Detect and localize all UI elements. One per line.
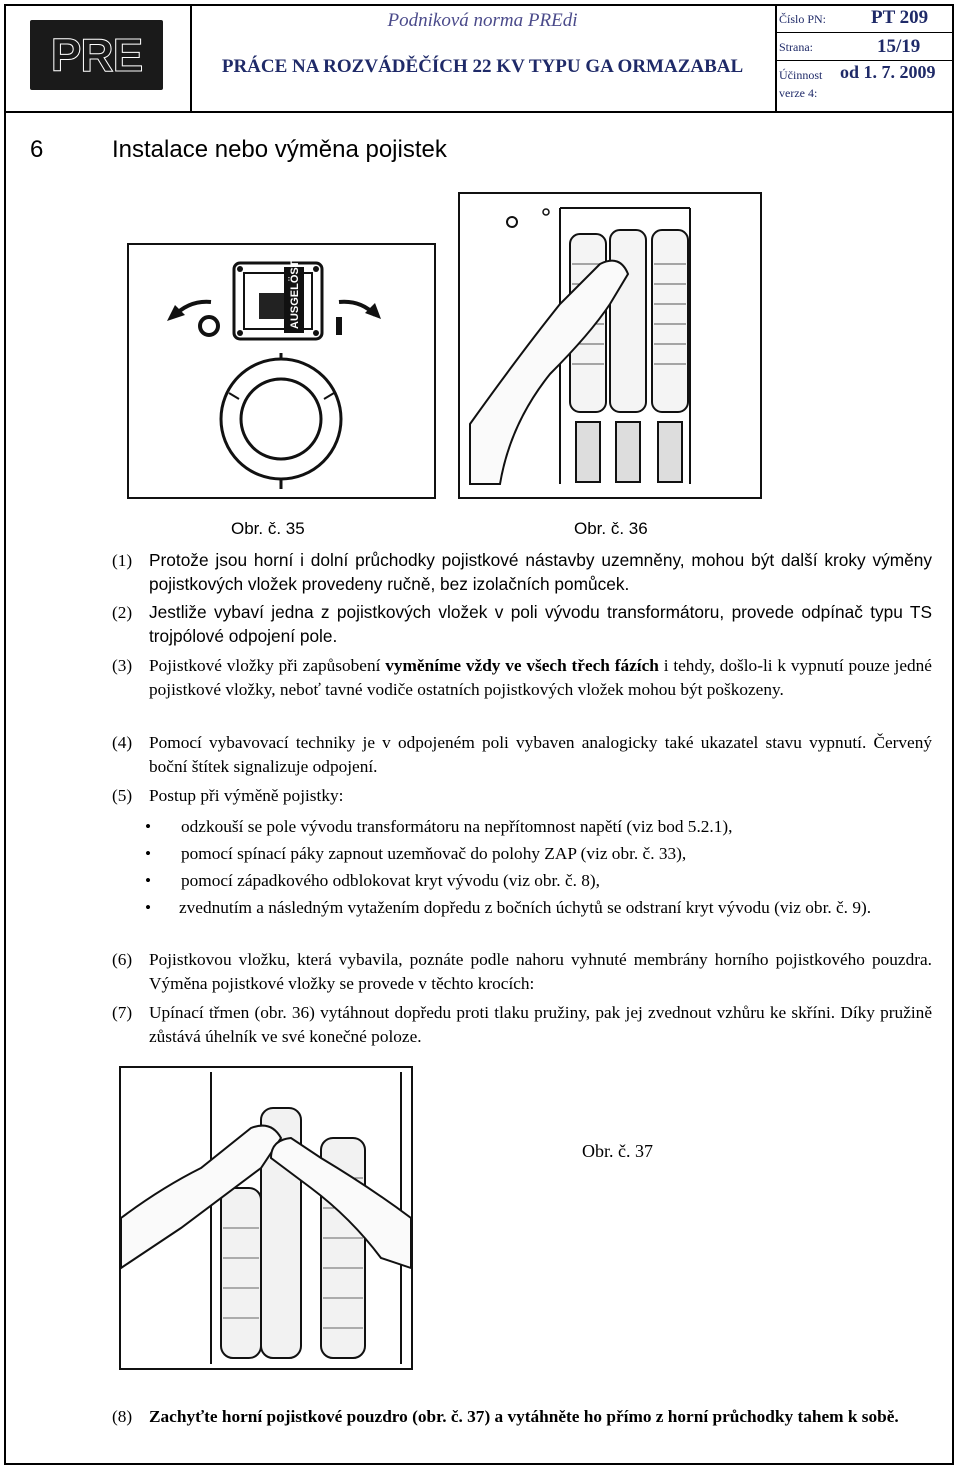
paragraph-number: (3) [112,656,133,675]
paragraph-text: Jestliže vybaví jedna z pojistkových vložek v poli vývodu transformátoru, provede odpínač typu TS trojpólové odpojení pole. [149,602,932,646]
pn-value: PT 209 [871,7,929,28]
paragraph-text: Pojistkovou vložku, která vybavila, poznáte podle nahoru vyhnuté membrány horního pojistkového pouzdra. Výměna pojistkové vložky se provede v těchto krocích: [149,950,932,993]
meta-cell [775,4,954,111]
figure-35 [127,243,436,499]
page-label: Strana: [779,40,813,54]
paragraph-3 [112,654,932,701]
bullet-glyph: • [145,817,152,836]
ausgelost-label: AUSGELÖST [289,260,301,329]
list-item-text: pomocí spínací páky zapnout uzemňovač do polohy ZAP (viz obr. č. 33), [181,844,687,863]
figure-37 [119,1066,413,1370]
logo-cell [4,4,192,111]
paragraph-2 [112,601,932,648]
list-item-text: pomocí západkového odblokovat kryt vývodu (viz obr. č. 8), [181,871,600,890]
list-item [145,896,935,920]
paragraph-number: (4) [112,733,133,752]
paragraph-6 [112,948,932,995]
document-norm: Podniková norma PREdi [387,10,578,31]
fuse-removal-illustration [121,1068,411,1368]
fuse-indicator-illustration [129,245,434,497]
figure-35-caption: Obr. č. 35 [231,519,305,538]
paragraph-1 [112,549,932,596]
paragraph-number: (5) [112,786,133,805]
section-number: 6 [30,136,44,163]
paragraph-number: (2) [112,603,133,622]
effective-label: Účinnost [779,68,823,82]
paragraph-5 [112,784,932,808]
document-title: PRÁCE NA ROZVÁDĚČÍCH 22 KV TYPU GA ORMAZABAL [221,56,744,77]
list-item-text: zvednutím a následným vytažením dopředu z bočních úchytů se odstraní kryt vývodu (viz obr. č. 9). [179,898,872,917]
meta-row-page [775,32,954,61]
paragraph-7 [112,1001,932,1048]
paragraph-number: (7) [112,1003,133,1022]
list-item [145,842,935,866]
paragraph-text: Zachyťte horní pojistkové pouzdro (obr. č. 37) a vytáhněte ho přímo z horní průchodky tahem k sobě. [149,1407,899,1426]
paragraph-number: (6) [112,950,133,969]
figure-37-caption: Obr. č. 37 [582,1141,653,1161]
title-cell [190,4,777,111]
paragraph-text: Pomocí vybavovací techniky je v odpojeném poli vybaven analogicky také ukazatel stavu vypnutí. Červený boční štítek signalizuje odpojení. [149,733,932,776]
paragraph-text-part: Pojistkové vložky při zapůsobení [149,656,386,675]
pn-label: Číslo PN: [779,12,827,26]
paragraph-4 [112,731,932,778]
paragraph-text: Upínací třmen (obr. 36) vytáhnout dopředu proti tlaku pružiny, pak jej zvednout vzhůru ke skříni. Díky pružině zůstává úhelník ve své konečné poloze. [149,1003,932,1046]
list-item [145,869,935,893]
document-header [4,4,954,113]
list-item [145,815,935,839]
paragraph-text: Postup při výměně pojistky: [149,786,344,805]
paragraph-emphasis: vyměníme vždy ve všech třech fázích [385,656,659,675]
section-heading [30,136,447,164]
paragraph-text-part: i tehdy, došlo-li k vypnutí pouze jedné pojistkové vložky, neboť tavné vodiče ostatních pojistkových vložek mohou být poškozeny. [149,656,932,699]
figure-36 [458,192,762,499]
bullet-glyph: • [145,844,152,863]
meta-row-pn [775,4,954,33]
list-item-text: odzkouší se pole vývodu transformátoru na nepřítomnost napětí (viz bod 5.2.1), [181,817,733,836]
logo-text: PRE [50,29,143,81]
paragraph-number: (8) [112,1407,133,1426]
paragraph-text: Protože jsou horní i dolní průchodky pojistkové nástavby uzemněny, mohou být další kroky výměny pojistkových vložek provedeny ručně, bez izolačních pomůcek. [149,550,932,594]
effective-value: od 1. 7. 2009 [840,62,936,82]
section-title: Instalace nebo výměna pojistek [112,136,447,163]
paragraph-8 [112,1405,932,1429]
paragraph-number: (1) [112,551,133,570]
bullet-glyph: • [145,871,152,890]
company-logo [30,20,163,90]
page-value: 15/19 [877,36,921,57]
figure-36-caption: Obr. č. 36 [574,519,648,538]
fuse-clamp-illustration [460,194,760,497]
bullet-glyph: • [145,898,152,917]
paragraph-text [149,654,932,701]
version-label: verze 4: [779,86,818,100]
